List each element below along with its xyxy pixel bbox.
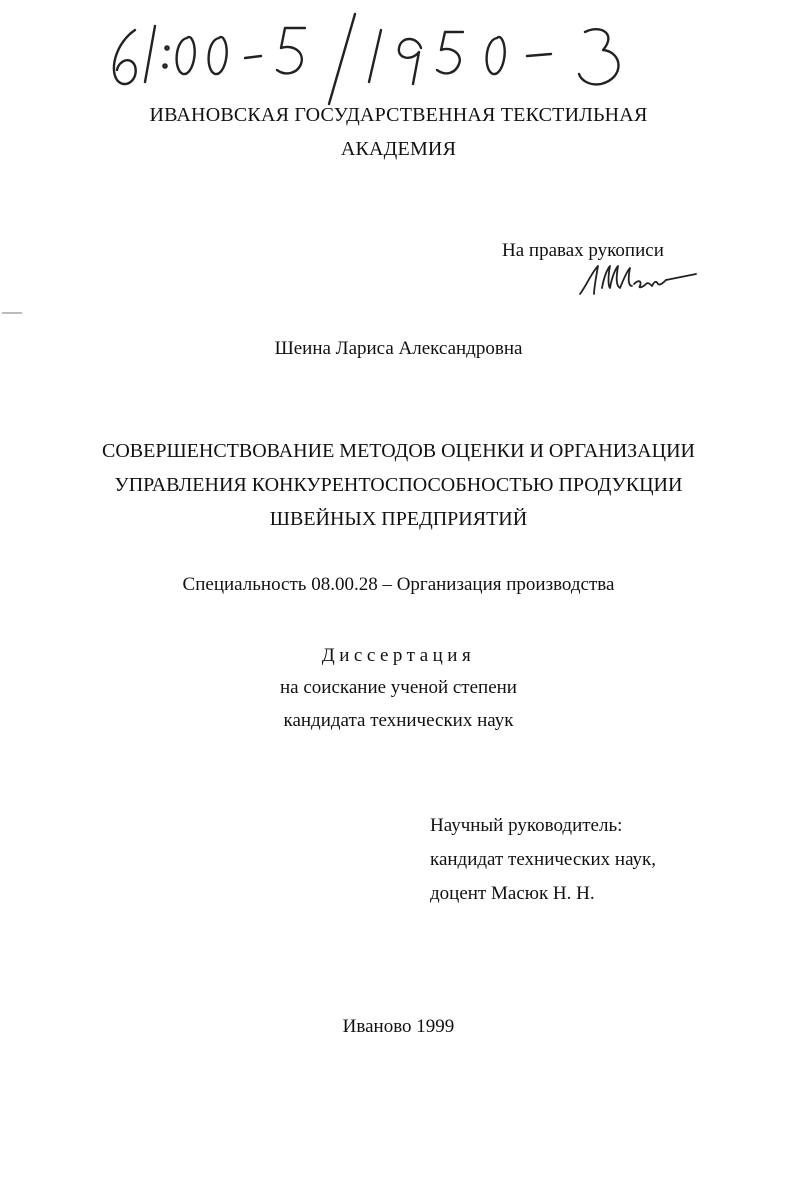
- city-year: Иваново 1999: [342, 1016, 455, 1037]
- supervisor-label: Научный руководитель:: [430, 815, 623, 836]
- handwritten-archive-number: [95, 8, 655, 108]
- manuscript-rights-note: На правах рукописи: [502, 240, 664, 261]
- institution-line-1: ИВАНОВСКАЯ ГОСУДАРСТВЕННАЯ ТЕКСТИЛЬНАЯ: [149, 104, 648, 126]
- supervisor-name: доцент Масюк Н. Н.: [430, 883, 595, 904]
- institution-name: [0, 98, 797, 166]
- title-line-1: СОВЕРШЕНСТВОВАНИЕ МЕТОДОВ ОЦЕНКИ И ОРГАНИЗАЦИИ: [102, 440, 695, 462]
- degree-line-2: кандидата технических наук: [283, 710, 514, 731]
- handwritten-archive-number-drawing: [95, 8, 655, 108]
- institution-line-2: АКАДЕМИЯ: [340, 138, 457, 160]
- dissertation-title: [0, 434, 797, 536]
- title-line-2: УПРАВЛЕНИЯ КОНКУРЕНТОСПОСОБНОСТЬЮ ПРОДУКЦИИ: [114, 474, 683, 496]
- specialty-line: Специальность 08.00.28 – Организация производства: [182, 574, 615, 595]
- signature-drawing: [572, 258, 702, 303]
- title-line-3: ШВЕЙНЫХ ПРЕДПРИЯТИЙ: [269, 508, 528, 530]
- author-name: Шеина Лариса Александровна: [274, 338, 523, 359]
- supervisor-degree: кандидат технических наук,: [430, 849, 657, 870]
- author-signature: [572, 258, 702, 303]
- dissertation-heading: Диссертация: [321, 645, 476, 666]
- scan-margin-mark: [2, 312, 22, 314]
- degree-line-1: на соискание ученой степени: [280, 677, 517, 698]
